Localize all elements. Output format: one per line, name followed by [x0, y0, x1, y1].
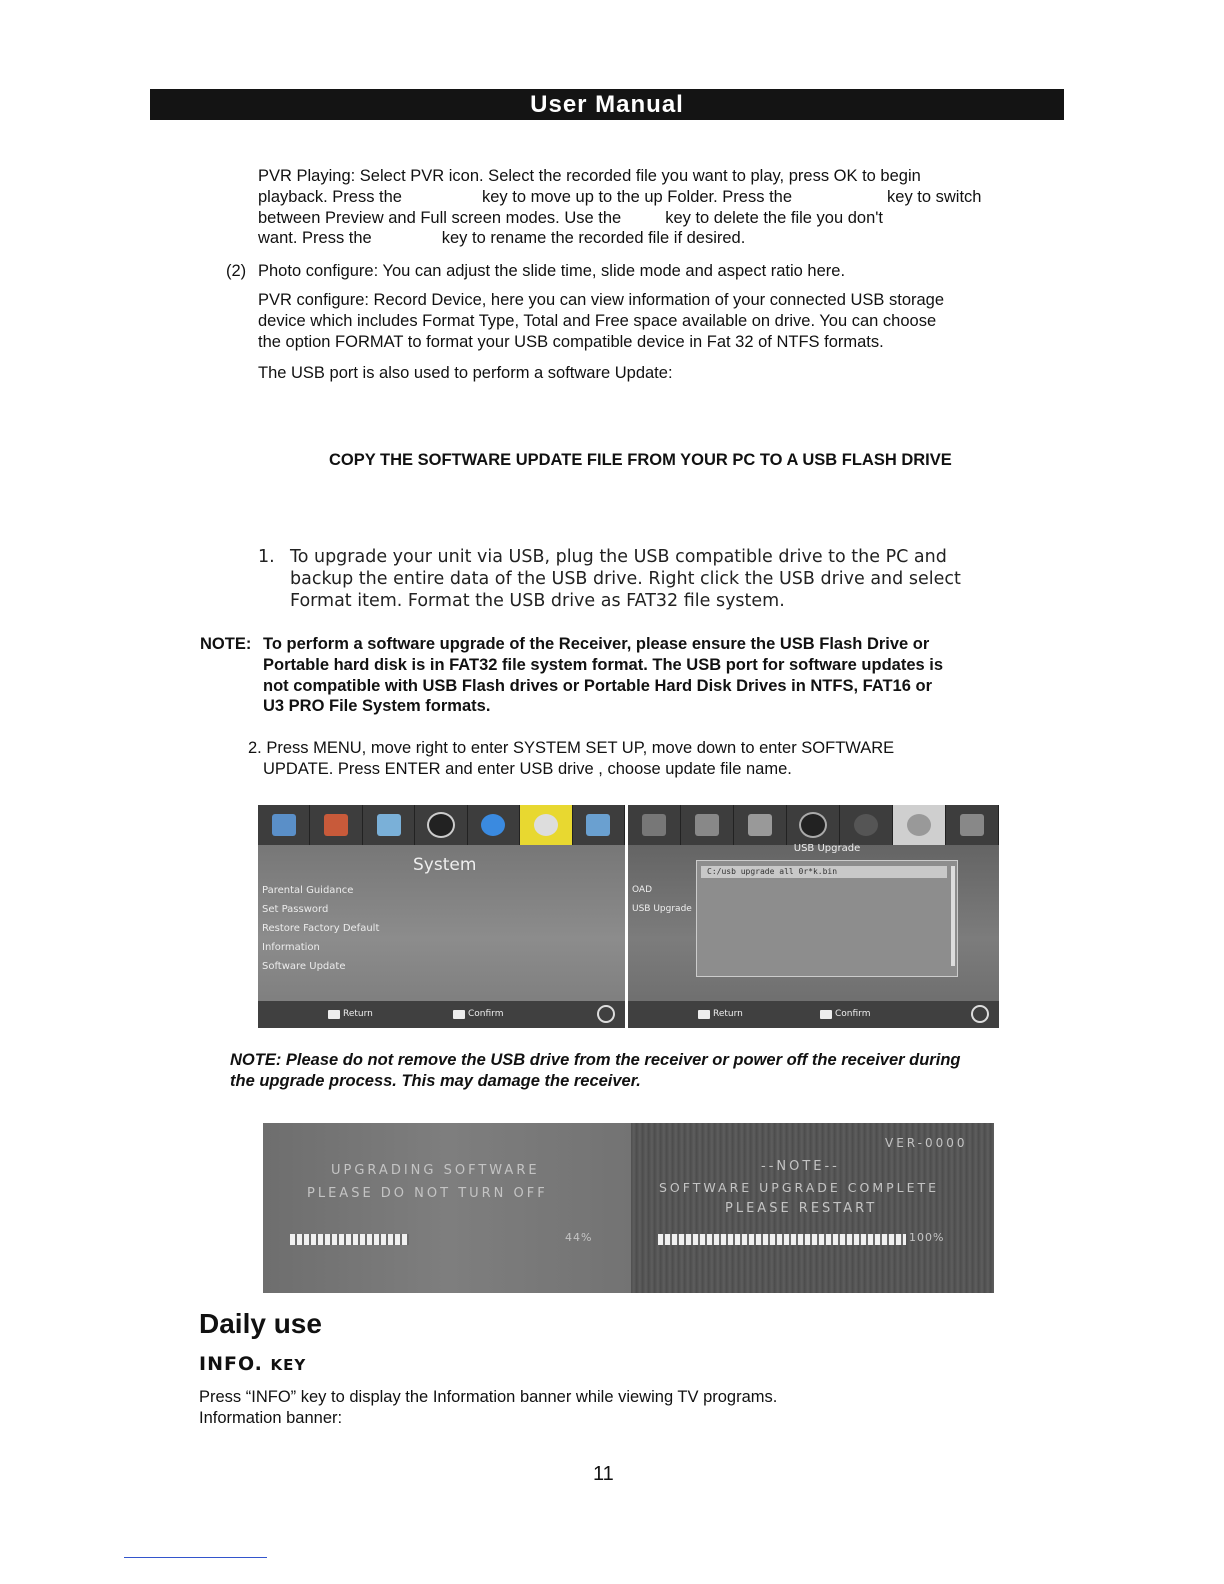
pvr-playing-paragraph [258, 166, 1058, 249]
photo-configure-number: (2) [226, 262, 247, 280]
photo-configure-text: Photo configure: You can adjust the slide time, slide mode and aspect ratio here. [258, 262, 846, 280]
note-line1: To perform a software upgrade of the Receiver, please ensure the USB Flash Drive or [263, 635, 930, 653]
pvr-playing-line4 [258, 228, 1058, 249]
tv-icon [272, 814, 296, 836]
clock-icon [427, 812, 455, 838]
daily-use-heading: Daily use [199, 1308, 322, 1339]
restart-line: PLEASE RESTART [725, 1201, 878, 1216]
pvr-line2b: key to move up to the up Folder. Press the [482, 187, 793, 206]
navigation-pad-icon [597, 1005, 615, 1023]
pvr-playing-line2 [258, 187, 1058, 208]
note-do-not-remove [230, 1050, 1050, 1092]
info-key-heading [199, 1353, 306, 1375]
complete-percent-text: 100% [909, 1231, 945, 1244]
note-line2: Portable hard disk is in FAT32 file system format. The USB port for software updates is [263, 655, 944, 674]
menu-item-restore[interactable]: Restore Factory Default [262, 923, 380, 934]
note-title: --NOTE-- [761, 1159, 840, 1174]
step-2 [248, 738, 1028, 780]
globe-icon [854, 814, 878, 836]
menu-item-parental[interactable]: Parental Guidance [262, 885, 354, 896]
version-text: VER-0000 [885, 1136, 968, 1150]
pvr-line2a: playback. Press the [258, 187, 402, 206]
pvr-line2c: key to switch [887, 187, 982, 206]
clock-icon [799, 812, 827, 838]
upgrade-complete-screenshot [631, 1123, 994, 1293]
upgrade-file-item[interactable]: C:/usb upgrade all 0r*k.bin [701, 866, 947, 878]
return-key-icon [698, 1010, 710, 1019]
pvr-configure-line2: device which includes Format Type, Total and Free space available on drive. You can choose [258, 311, 937, 330]
page-number: 11 [593, 1463, 614, 1485]
usb-upgrade-dialog [696, 843, 958, 977]
upgrading-screenshot [263, 1123, 631, 1293]
note2-line2: the upgrade process. This may damage the receiver. [230, 1072, 641, 1090]
return-key-icon [328, 1010, 340, 1019]
usb-upgrade-screenshot [628, 805, 999, 1028]
usb-icon-row [628, 805, 999, 845]
pvr-configure-line3: the option FORMAT to format your USB compatible device in Fat 32 of NTFS formats. [258, 332, 884, 351]
system-title: System [413, 855, 477, 875]
footnote-divider [124, 1557, 267, 1558]
pvr-line3b: key to delete the file you don't [665, 208, 883, 227]
pvr-configure-paragraph [258, 290, 1058, 352]
upgrade-progress-text: 44% [565, 1231, 593, 1244]
usb-footer [628, 1001, 999, 1028]
system-disc-icon [907, 814, 931, 836]
info-line2: Information banner: [199, 1408, 343, 1427]
info-line1: Press “INFO” key to display the Information banner while viewing TV programs. [199, 1388, 778, 1406]
pvr-playing-line3 [258, 208, 1058, 229]
info-key-description [199, 1387, 777, 1429]
side-item-oad[interactable]: OAD [632, 885, 653, 895]
return-label: Return [343, 1009, 373, 1019]
usb-side-list [632, 881, 692, 919]
step-2-line2: UPDATE. Press ENTER and enter USB drive , choose update file name. [263, 759, 792, 778]
media-icon [586, 814, 610, 836]
dialog-scrollbar[interactable] [951, 866, 955, 966]
step-1-line1: To upgrade your unit via USB, plug the USB compatible drive to the PC and [290, 547, 947, 567]
photo-icon [695, 814, 719, 836]
picture-icon [748, 814, 772, 836]
upgrade-progress-bar [290, 1234, 409, 1245]
pvr-line4a: want. Press the [258, 229, 372, 248]
note-line4: U3 PRO File System formats. [263, 697, 491, 716]
upgrading-line2: PLEASE DO NOT TURN OFF [307, 1186, 548, 1201]
tv-icon [642, 814, 666, 836]
picture-icon [377, 814, 401, 836]
system-disc-icon [534, 814, 558, 836]
confirm-label: Confirm [468, 1009, 504, 1019]
menu-icon-row [258, 805, 625, 845]
media-icon [960, 814, 984, 836]
step-2-line1: 2. Press MENU, move right to enter SYSTEM SET UP, move down to enter SOFTWARE [248, 739, 895, 757]
upgrading-line1: UPGRADING SOFTWARE [331, 1163, 540, 1178]
note2-line1: NOTE: Please do not remove the USB drive from the receiver or power off the receiver during [230, 1051, 961, 1069]
confirm-key-icon [453, 1010, 465, 1019]
step-1-line3: Format item. Format the USB drive as FAT32 file system. [290, 591, 785, 611]
pvr-configure-line1: PVR configure: Record Device, here you can view information of your connected USB storage [258, 291, 945, 309]
pvr-line4b: key to rename the recorded file if desired. [441, 229, 746, 248]
return-label: Return [713, 1009, 743, 1019]
usb-port-text: The USB port is also used to perform a software Update: [258, 364, 673, 382]
step-1-number: 1. [258, 547, 275, 567]
navigation-pad-icon [971, 1005, 989, 1023]
menu-item-password[interactable]: Set Password [262, 904, 329, 915]
confirm-key-icon [820, 1010, 832, 1019]
complete-line: SOFTWARE UPGRADE COMPLETE [659, 1180, 940, 1195]
globe-icon [481, 814, 505, 836]
step-1 [258, 546, 1018, 612]
complete-progress-bar [658, 1234, 906, 1245]
note-fat32 [200, 634, 1030, 717]
note-label: NOTE: [200, 635, 252, 653]
usb-dialog-title: USB Upgrade [793, 843, 861, 854]
system-menu-list [262, 881, 379, 976]
menu-item-software-update[interactable]: Software Update [262, 961, 346, 972]
pvr-line3a: between Preview and Full screen modes. Use the [258, 208, 622, 227]
photo-icon [324, 814, 348, 836]
note-line3: not compatible with USB Flash drives or Portable Hard Disk Drives in NTFS, FAT16 or [263, 676, 932, 695]
info-key-label: INFO. [199, 1353, 263, 1375]
side-item-usb-upgrade[interactable]: USB Upgrade [632, 904, 692, 914]
system-footer [258, 1001, 625, 1028]
menu-item-information[interactable]: Information [262, 942, 320, 953]
pvr-playing-line1: PVR Playing: Select PVR icon. Select the recorded file you want to play, press OK to begin [258, 167, 921, 185]
manual-header: User Manual [150, 89, 1064, 120]
step-1-line2: backup the entire data of the USB drive. Right click the USB drive and select [290, 569, 961, 589]
copy-heading: COPY THE SOFTWARE UPDATE FILE FROM YOUR PC TO A USB FLASH DRIVE [329, 451, 952, 469]
info-key-suffix: KEY [270, 1356, 307, 1374]
system-menu-screenshot [258, 805, 625, 1028]
confirm-label: Confirm [835, 1009, 871, 1019]
